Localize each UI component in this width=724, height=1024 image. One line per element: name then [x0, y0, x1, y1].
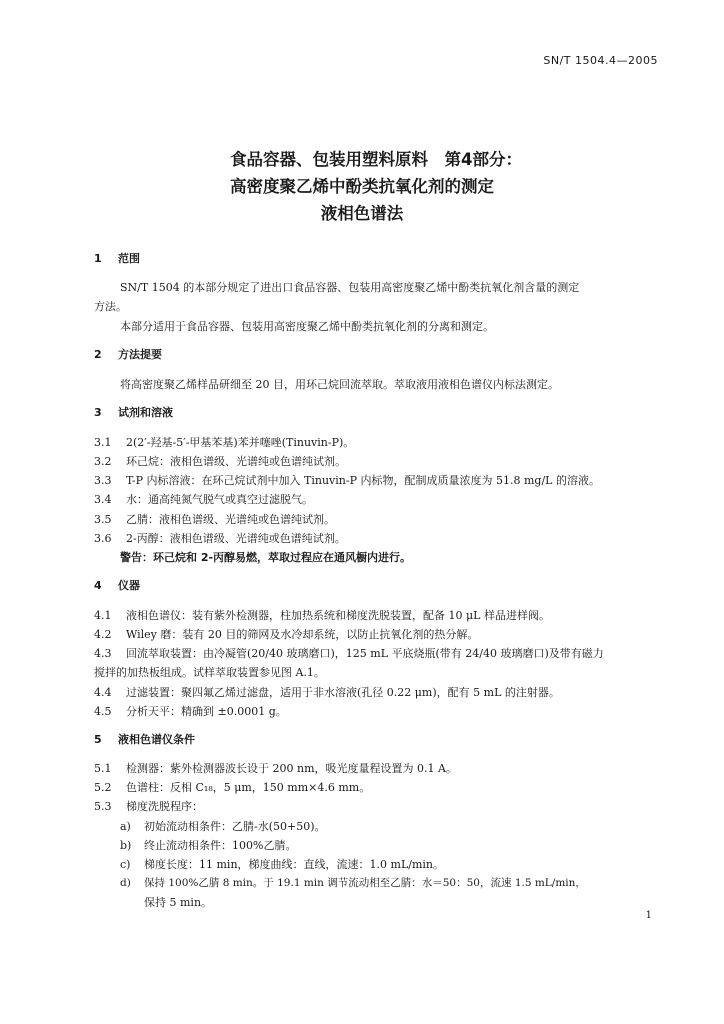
sub-item [120, 818, 326, 834]
item-number: 3.2 [94, 455, 112, 468]
section-4-heading [94, 577, 140, 593]
item-number: 4.5 [94, 705, 112, 718]
item-text: 回流萃取装置：由冷凝管(20/40 玻璃磨口)，125 mL 平底烧瓶(带有 24/40 玻璃磨口)及带有磁力 [126, 647, 604, 660]
sub-item-letter: c) [120, 858, 131, 871]
list-item [94, 530, 346, 546]
item-number: 4.2 [94, 628, 112, 641]
title-line-1: 食品容器、包装用塑料原料 第4部分： [230, 150, 522, 169]
list-item [94, 798, 203, 814]
item-number: 3.1 [94, 436, 112, 449]
section-3-heading [94, 404, 173, 420]
item-number: 5.2 [94, 781, 112, 794]
title-line-3: 液相色谱法 [320, 204, 404, 223]
item-number: 4.3 [94, 647, 112, 660]
list-item [94, 511, 335, 527]
paragraph: SN/T 1504 的本部分规定了进出口食品容器、包装用高密度聚乙烯中酚类抗氧化剂含量的测定 [120, 281, 580, 294]
item-text: 水：通高纯氮气脱气或真空过滤脱气。 [126, 493, 313, 506]
list-item [94, 453, 346, 469]
item-number: 3.4 [94, 493, 112, 506]
list-item [94, 779, 370, 795]
section-title: 试剂和溶液 [118, 406, 173, 419]
page-number: 1 [645, 910, 652, 921]
sub-item-letter: b) [120, 839, 132, 852]
section-1-heading [94, 250, 140, 266]
list-item [94, 434, 354, 450]
sub-item [120, 856, 444, 872]
sub-item-letter: a) [120, 820, 131, 833]
sub-item [120, 875, 586, 890]
paragraph: 本部分适用于食品容器、包装用高密度聚乙烯中酚类抗氧化剂的分离和测定。 [120, 320, 494, 333]
item-text: 乙腈：液相色谱级、光谱纯或色谱纯试剂。 [126, 513, 335, 526]
list-item [94, 491, 313, 507]
section-number: 3 [94, 406, 102, 419]
item-text: 检测器：紫外检测器波长设于 200 nm，吸光度量程设置为 0.1 A。 [126, 762, 457, 775]
item-number: 5.3 [94, 800, 112, 813]
sub-item-letter: d) [120, 877, 131, 889]
section-number: 1 [94, 252, 102, 265]
item-text: 过滤装置：聚四氟乙烯过滤盘，适用于非水溶液(孔径 0.22 μm)，配有 5 mL 的注射器。 [126, 686, 560, 699]
item-number: 4.1 [94, 609, 112, 622]
section-number: 5 [94, 733, 102, 746]
list-item [94, 626, 478, 642]
item-number: 5.1 [94, 762, 112, 775]
section-title: 仪器 [118, 579, 140, 592]
warning-note: 警告：环己烷和 2-丙醇易燃，萃取过程应在通风橱内进行。 [120, 551, 412, 564]
list-item [94, 607, 550, 623]
list-item [94, 684, 560, 700]
title-line-2: 高密度聚乙烯中酚类抗氧化剂的测定 [230, 177, 494, 196]
item-text: 环己烷：液相色谱级、光谱纯或色谱纯试剂。 [126, 455, 346, 468]
item-number: 3.5 [94, 513, 112, 526]
sub-item-text: 初始流动相条件：乙腈-水(50+50)。 [144, 820, 326, 833]
item-text: 液相色谱仪：装有紫外检测器，柱加热系统和梯度洗脱装置，配备 10 μL 样品进样阀。 [126, 609, 550, 622]
document-title [0, 146, 724, 227]
sub-item-text: 梯度长度：11 min，梯度曲线：直线，流速：1.0 mL/min。 [144, 858, 444, 871]
section-title: 液相色谱仪条件 [118, 733, 195, 746]
section-2-heading [94, 346, 162, 362]
item-text: 2(2′-羟基-5′-甲基苯基)苯并噻唑(Tinuvin-P)。 [126, 436, 355, 449]
item-text: T-P 内标溶液：在环己烷试剂中加入 Tinuvin-P 内标物，配制成质量浓度为 51.8 mg/L 的溶液。 [126, 474, 600, 487]
list-item [94, 760, 457, 776]
item-number: 4.4 [94, 686, 112, 699]
item-number: 3.3 [94, 474, 112, 487]
list-item [94, 703, 287, 719]
item-text: Wiley 磨：装有 20 目的筛网及水冷却系统，以防止抗氧化剂的热分解。 [126, 628, 479, 641]
item-text: 2-丙醇：液相色谱级、光谱纯或色谱纯试剂。 [126, 532, 346, 545]
list-item-continuation: 搅拌的加热板组成。试样萃取装置参见图 A.1。 [94, 666, 325, 679]
section-title: 方法提要 [118, 348, 162, 361]
sub-item-text: 终止流动相条件：100%乙腈。 [144, 839, 297, 852]
sub-item [120, 837, 296, 853]
paragraph: 方法。 [94, 300, 127, 313]
list-item [94, 645, 604, 661]
section-number: 4 [94, 579, 102, 592]
section-title: 范围 [118, 252, 140, 265]
item-text: 梯度洗脱程序： [126, 800, 203, 813]
sub-item-text: 保持 100%乙腈 8 min。于 19.1 min 调节流动相至乙腈：水＝50：50，流速 1.5 mL/min， [144, 877, 586, 889]
sub-item-continuation: 保持 5 min。 [144, 896, 213, 909]
item-text: 分析天平：精确到 ±0.0001 g。 [126, 705, 287, 718]
paragraph: 将高密度聚乙烯样品研细至 20 目，用环己烷回流萃取。萃取液用液相色谱仪内标法测定。 [120, 378, 559, 391]
item-text: 色谱柱：反相 C₁₈，5 μm，150 mm×4.6 mm。 [126, 781, 371, 794]
list-item [94, 472, 600, 488]
item-number: 3.6 [94, 532, 112, 545]
section-5-heading [94, 731, 195, 747]
standard-number: SN/T 1504.4—2005 [543, 54, 658, 67]
section-number: 2 [94, 348, 102, 361]
